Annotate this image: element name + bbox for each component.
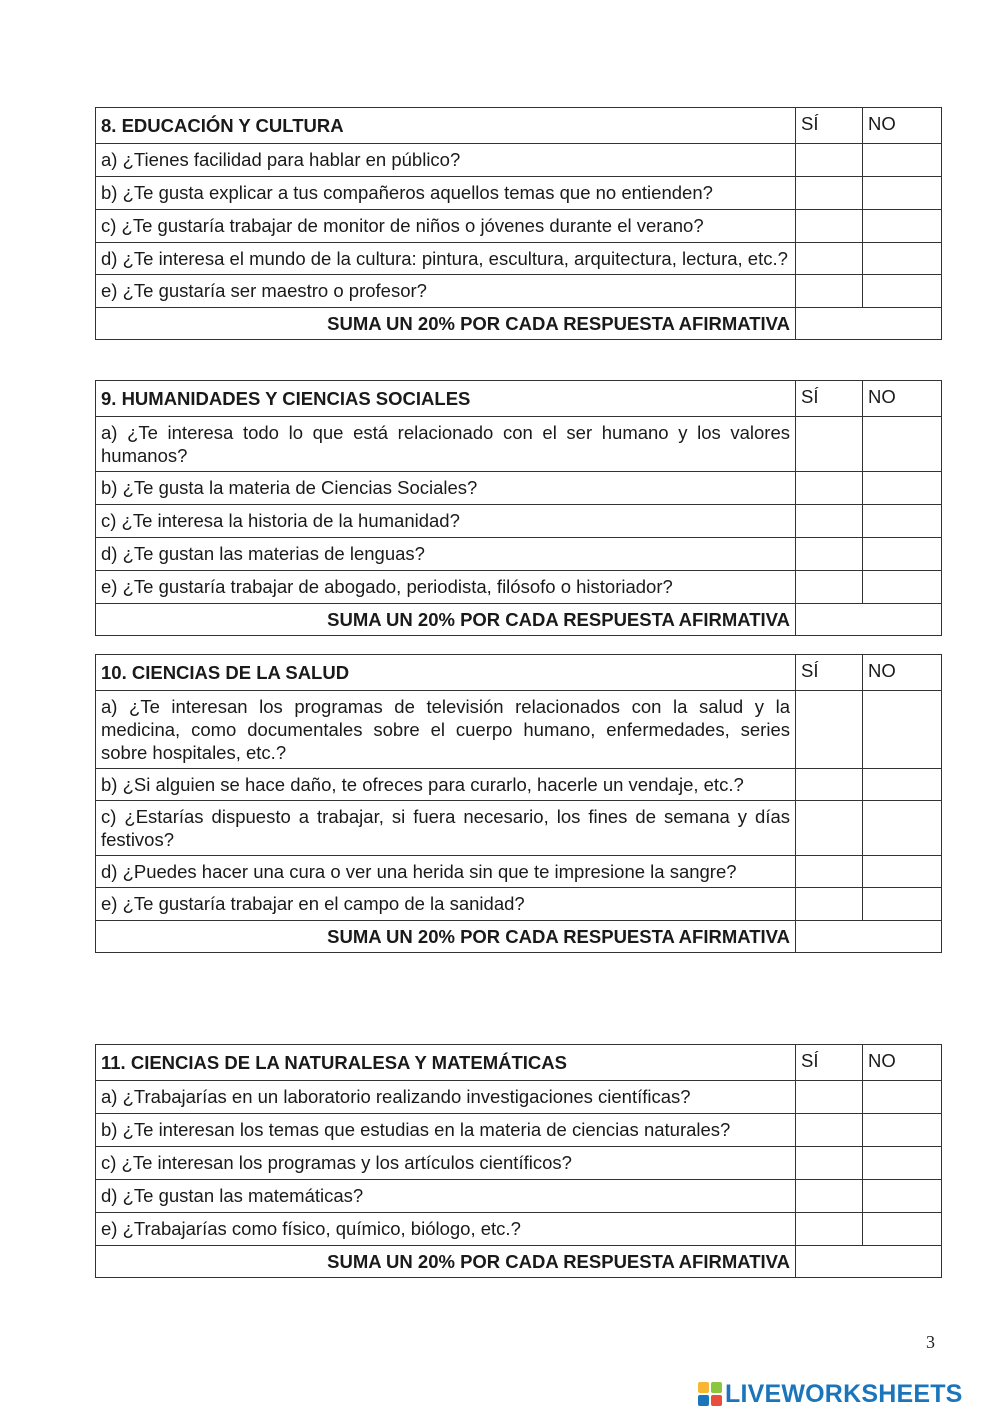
yes-column-header: SÍ [796,655,863,691]
question-row [96,275,942,308]
no-answer-cell[interactable] [863,571,942,604]
yes-answer-cell[interactable] [796,1180,863,1213]
yes-answer-cell[interactable] [796,472,863,505]
brand-name: LIVEWORKSHEETS [725,1379,963,1408]
question-row [96,1213,942,1246]
question-text: d) ¿Te gustan las matemáticas? [96,1180,796,1213]
question-row [96,856,942,888]
table-header-row [96,108,942,144]
yes-answer-cell[interactable] [796,417,863,472]
section-ciencias-salud [95,654,941,953]
score-total-cell[interactable] [796,1246,942,1278]
question-text: b) ¿Te gusta la materia de Ciencias Sociales? [96,472,796,505]
no-answer-cell[interactable] [863,243,942,275]
no-answer-cell[interactable] [863,691,942,769]
question-text: e) ¿Te gustaría trabajar en el campo de la sanidad? [96,888,796,921]
no-answer-cell[interactable] [863,144,942,177]
no-column-header: NO [863,655,942,691]
no-answer-cell[interactable] [863,472,942,505]
score-total-cell[interactable] [796,308,942,340]
section-title: 11. CIENCIAS DE LA NATURALESA Y MATEMÁTICAS [96,1045,796,1081]
no-answer-cell[interactable] [863,1213,942,1246]
question-row [96,571,942,604]
score-instruction: SUMA UN 20% POR CADA RESPUESTA AFIRMATIVA [96,308,796,340]
no-column-header: NO [863,1045,942,1081]
question-row [96,888,942,921]
question-text: d) ¿Puedes hacer una cura o ver una herida sin que te impresione la sangre? [96,856,796,888]
no-answer-cell[interactable] [863,856,942,888]
yes-answer-cell[interactable] [796,571,863,604]
section-title: 8. EDUCACIÓN Y CULTURA [96,108,796,144]
question-row [96,1147,942,1180]
question-text: b) ¿Si alguien se hace daño, te ofreces para curarlo, hacerle un vendaje, etc.? [96,769,796,801]
no-answer-cell[interactable] [863,1114,942,1147]
yes-column-header: SÍ [796,1045,863,1081]
yes-answer-cell[interactable] [796,1081,863,1114]
question-text: b) ¿Te gusta explicar a tus compañeros aquellos temas que no entienden? [96,177,796,210]
no-answer-cell[interactable] [863,210,942,243]
no-answer-cell[interactable] [863,1180,942,1213]
question-text: e) ¿Te gustaría ser maestro o profesor? [96,275,796,308]
question-text: c) ¿Te interesa la historia de la humanidad? [96,505,796,538]
yes-column-header: SÍ [796,381,863,417]
question-text: d) ¿Te gustan las materias de lenguas? [96,538,796,571]
section-ciencias-naturaleza [95,1044,941,1278]
yes-answer-cell[interactable] [796,210,863,243]
question-text: c) ¿Te interesan los programas y los artículos científicos? [96,1147,796,1180]
no-answer-cell[interactable] [863,801,942,856]
yes-answer-cell[interactable] [796,1147,863,1180]
yes-answer-cell[interactable] [796,505,863,538]
score-row [96,308,942,340]
score-total-cell[interactable] [796,604,942,636]
question-row [96,1081,942,1114]
liveworksheets-logo-icon [697,1381,723,1407]
question-text: a) ¿Tienes facilidad para hablar en público? [96,144,796,177]
no-answer-cell[interactable] [863,275,942,308]
score-instruction: SUMA UN 20% POR CADA RESPUESTA AFIRMATIVA [96,604,796,636]
table-header-row [96,1045,942,1081]
section-title: 10. CIENCIAS DE LA SALUD [96,655,796,691]
question-text: d) ¿Te interesa el mundo de la cultura: pintura, escultura, arquitectura, lectura, etc.? [96,243,796,275]
question-text: a) ¿Te interesa todo lo que está relacionado con el ser humano y los valores humanos? [96,417,796,472]
question-text: c) ¿Estarías dispuesto a trabajar, si fuera necesario, los fines de semana y días festivos? [96,801,796,856]
question-row [96,472,942,505]
question-row [96,243,942,275]
no-answer-cell[interactable] [863,769,942,801]
yes-answer-cell[interactable] [796,1114,863,1147]
no-column-header: NO [863,108,942,144]
no-answer-cell[interactable] [863,888,942,921]
score-row [96,921,942,953]
yes-answer-cell[interactable] [796,538,863,571]
question-row [96,417,942,472]
yes-column-header: SÍ [796,108,863,144]
table-header-row [96,655,942,691]
yes-answer-cell[interactable] [796,144,863,177]
question-row [96,210,942,243]
table-header-row [96,381,942,417]
question-text: c) ¿Te gustaría trabajar de monitor de niños o jóvenes durante el verano? [96,210,796,243]
section-title: 9. HUMANIDADES Y CIENCIAS SOCIALES [96,381,796,417]
questionnaire-table [95,107,942,340]
question-row [96,691,942,769]
question-row [96,1180,942,1213]
no-answer-cell[interactable] [863,177,942,210]
questionnaire-table [95,654,942,953]
yes-answer-cell[interactable] [796,856,863,888]
no-answer-cell[interactable] [863,417,942,472]
question-text: a) ¿Trabajarías en un laboratorio realizando investigaciones científicas? [96,1081,796,1114]
yes-answer-cell[interactable] [796,177,863,210]
question-row [96,769,942,801]
question-row [96,144,942,177]
no-answer-cell[interactable] [863,505,942,538]
page-number: 3 [926,1332,935,1352]
question-text: a) ¿Te interesan los programas de televisión relacionados con la salud y la medicina, como documentales sobre el cuerpo humano, enfermedades, series sobre hospitales, etc.? [96,691,796,769]
yes-answer-cell[interactable] [796,888,863,921]
yes-answer-cell[interactable] [796,243,863,275]
question-text: e) ¿Te gustaría trabajar de abogado, periodista, filósofo o historiador? [96,571,796,604]
section-humanidades [95,380,941,636]
no-answer-cell[interactable] [863,1147,942,1180]
yes-answer-cell[interactable] [796,275,863,308]
question-text: b) ¿Te interesan los temas que estudias en la materia de ciencias naturales? [96,1114,796,1147]
score-instruction: SUMA UN 20% POR CADA RESPUESTA AFIRMATIVA [96,1246,796,1278]
questionnaire-table [95,1044,942,1278]
score-row [96,1246,942,1278]
question-row [96,801,942,856]
yes-answer-cell[interactable] [796,1213,863,1246]
no-answer-cell[interactable] [863,538,942,571]
question-row [96,538,942,571]
question-row [96,177,942,210]
no-answer-cell[interactable] [863,1081,942,1114]
yes-answer-cell[interactable] [796,769,863,801]
score-row [96,604,942,636]
score-total-cell[interactable] [796,921,942,953]
question-text: e) ¿Trabajarías como físico, químico, biólogo, etc.? [96,1213,796,1246]
question-row [96,505,942,538]
yes-answer-cell[interactable] [796,801,863,856]
yes-answer-cell[interactable] [796,691,863,769]
liveworksheets-brand [697,1378,963,1410]
questionnaire-table [95,380,942,636]
question-row [96,1114,942,1147]
no-column-header: NO [863,381,942,417]
section-educacion-cultura [95,107,941,340]
score-instruction: SUMA UN 20% POR CADA RESPUESTA AFIRMATIVA [96,921,796,953]
